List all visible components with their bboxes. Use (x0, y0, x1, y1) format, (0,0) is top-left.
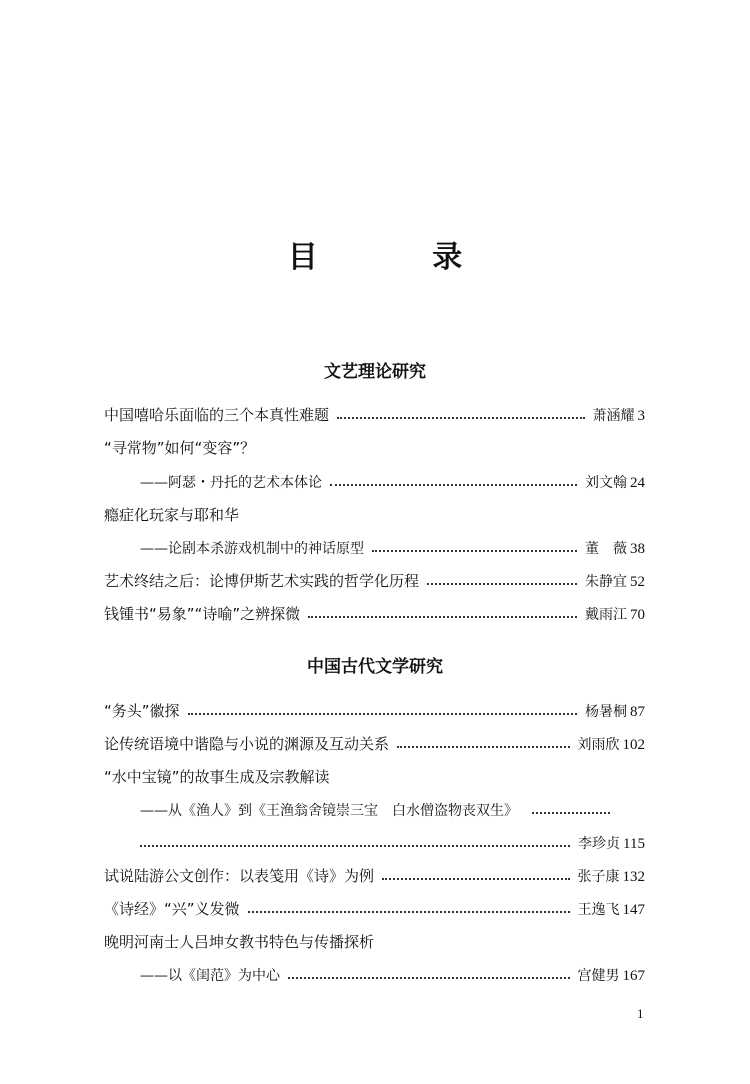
entry-page-number: 52 (630, 574, 645, 590)
entry-subtitle: ——论剧本杀游戏机制中的神话原型 (140, 541, 364, 557)
toc-entry[interactable] (104, 862, 645, 886)
entry-page-number: 87 (630, 704, 645, 720)
entry-author: 朱静宜 (585, 574, 627, 590)
entry-title: “水中宝镜”的故事生成及宗教解读 (104, 768, 330, 786)
entry-author: 宫健男 (577, 968, 620, 984)
dot-leader (330, 484, 577, 486)
toc-entry[interactable] (104, 501, 645, 525)
entry-page-number: 38 (630, 541, 645, 557)
entry-author: 李珍贞 (578, 836, 621, 852)
dot-leader (382, 878, 569, 880)
toc-entry[interactable] (104, 730, 645, 754)
entry-page-number: 167 (622, 968, 645, 984)
dot-leader (248, 911, 570, 913)
toc-entry[interactable] (104, 401, 645, 425)
toc-entry-subtitle[interactable] (140, 468, 645, 492)
dot-leader (397, 746, 569, 748)
dot-leader (427, 583, 577, 585)
page-title: 目 录 (287, 240, 515, 275)
entry-author: 张子康 (577, 869, 620, 885)
entry-author: 萧涵耀 (592, 408, 635, 424)
entry-author: 刘雨欣 (577, 737, 620, 753)
toc-entry-subtitle[interactable] (140, 534, 645, 558)
entry-title: 钱锺书“易象”“诗喻”之辨探微 (104, 605, 301, 623)
entry-author: 刘文翰 (585, 475, 627, 491)
entry-title: 艺术终结之后：论博伊斯艺术实践的哲学化历程 (104, 572, 420, 590)
entry-page-number: 24 (630, 475, 645, 491)
entry-title: 《诗经》“兴”义发微 (104, 900, 240, 918)
entry-page-number: 132 (622, 869, 645, 885)
entry-page-number: 147 (622, 902, 645, 918)
entry-subtitle: ——阿瑟・丹托的艺术本体论 (140, 475, 322, 491)
entry-title: 试说陆游公文创作：以表笺用《诗》为例 (104, 867, 375, 885)
entry-page-number: 115 (623, 836, 645, 852)
toc-entry[interactable] (104, 567, 645, 591)
entry-page-number: 3 (637, 408, 645, 424)
entry-author: 王逸飞 (577, 902, 620, 918)
toc-entry-continuation[interactable] (140, 829, 645, 853)
entry-page-number: 102 (622, 737, 645, 753)
entry-title: “务头”徽探 (104, 702, 180, 720)
toc-entry[interactable] (104, 928, 645, 952)
entry-author: 董 薇 (585, 541, 627, 557)
toc-entry[interactable] (104, 895, 645, 919)
dot-leader (188, 713, 577, 715)
toc-entry[interactable] (104, 763, 645, 787)
entry-author: 杨暑桐 (585, 704, 627, 720)
section-heading: 文艺理论研究 (324, 362, 426, 382)
page-folio: 1 (637, 1006, 644, 1021)
entry-author: 戴雨江 (585, 607, 627, 623)
entry-subtitle: ——从《渔人》到《王渔翁舍镜崇三宝 白水僧盗物丧双生》 (140, 803, 518, 819)
dot-leader (532, 812, 610, 814)
section-heading: 中国古代文学研究 (307, 657, 443, 677)
entry-title: 论传统语境中谐隐与小说的渊源及互动关系 (104, 735, 390, 753)
entry-subtitle: ——以《闺范》为中心 (140, 968, 280, 984)
entry-title: 中国嘻哈乐面临的三个本真性难题 (104, 406, 330, 424)
dot-leader (372, 550, 577, 552)
toc-entry[interactable] (104, 434, 645, 458)
toc-entry-subtitle[interactable] (140, 961, 645, 985)
entry-title: 瘾症化玩家与耶和华 (104, 506, 240, 524)
toc-entry[interactable] (104, 600, 645, 624)
toc-entry-subtitle[interactable] (140, 796, 645, 820)
entry-title: “寻常物”如何“变容”？ (104, 439, 256, 457)
dot-leader (337, 417, 584, 419)
dot-leader (308, 616, 577, 618)
entry-page-number: 70 (630, 607, 645, 623)
dot-leader (288, 977, 570, 979)
toc-entry[interactable] (104, 697, 645, 721)
dot-leader (140, 845, 570, 847)
entry-title: 晚明河南士人吕坤女教书特色与传播探析 (104, 933, 375, 951)
